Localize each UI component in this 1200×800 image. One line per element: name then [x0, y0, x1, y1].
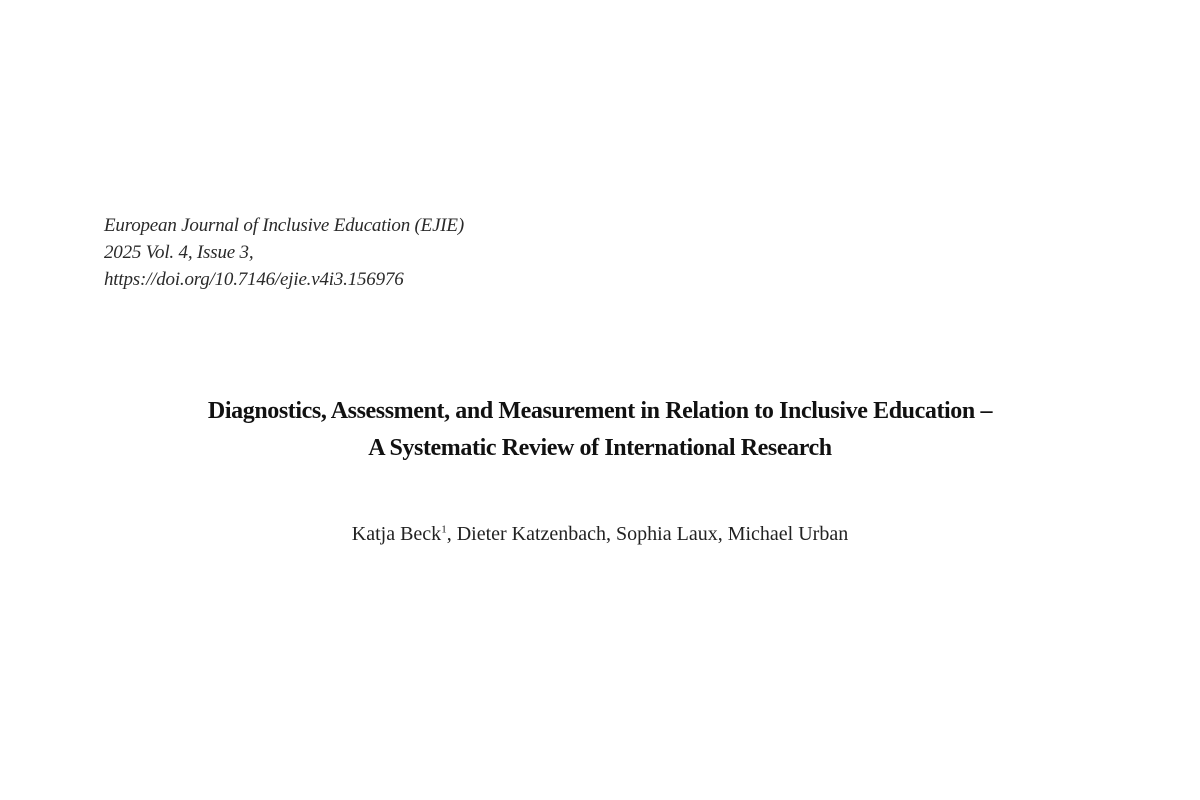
- author-footnote-marker: 1: [441, 523, 447, 536]
- journal-doi: https://doi.org/10.7146/ejie.v4i3.156976: [104, 269, 404, 290]
- paper-title-line-1: Diagnostics, Assessment, and Measurement in Relation to Inclusive Education –: [207, 398, 993, 424]
- author-katja-beck: Katja Beck: [351, 523, 442, 545]
- journal-volume-issue: 2025 Vol. 4, Issue 3,: [104, 242, 254, 263]
- paper-title-line-2: A Systematic Review of International Research: [368, 435, 832, 461]
- author-list: [0, 520, 1200, 548]
- journal-name: European Journal of Inclusive Education (EJIE): [104, 215, 464, 236]
- paper-title: [0, 393, 1200, 467]
- journal-header: [104, 212, 464, 293]
- author-list-remaining: , Dieter Katzenbach, Sophia Laux, Michael Urban: [446, 523, 849, 545]
